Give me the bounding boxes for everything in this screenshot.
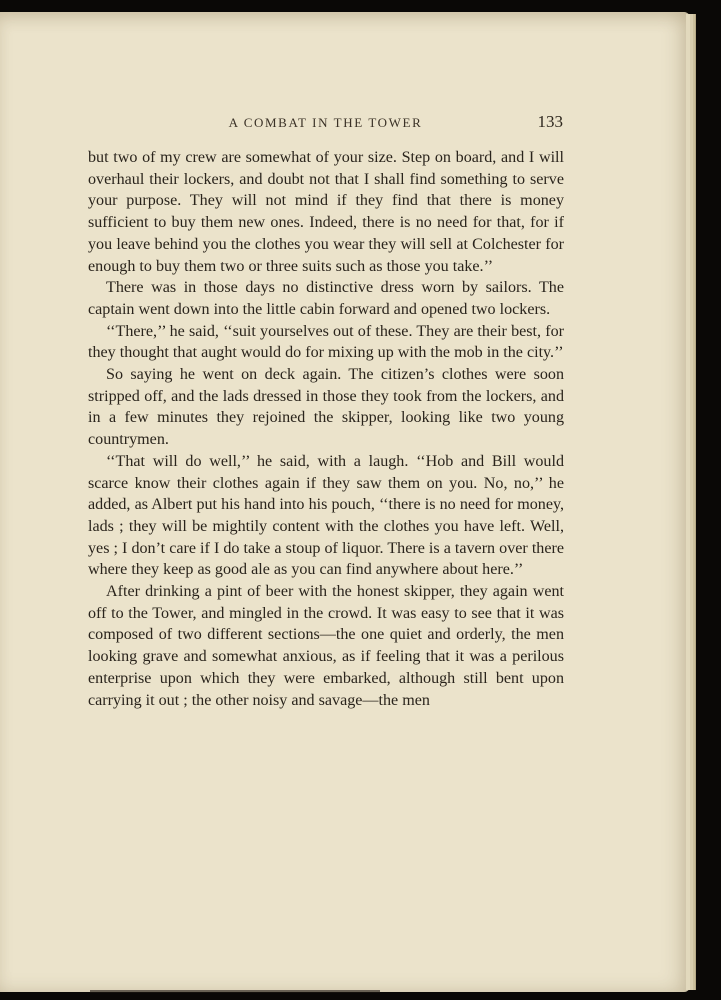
paragraph: There was in those days no distinctive dress worn by sailors. The captain went down into the little cabin forward and opened two lockers. xyxy=(88,279,564,318)
paragraph: ‘‘There,’’ he said, ‘‘suit yourselves out of these. They are their best, for they thought that aught would do for mixing up with the mob in the city.’’ xyxy=(88,322,564,362)
page-edge xyxy=(693,14,696,990)
running-title: A COMBAT IN THE TOWER xyxy=(228,115,423,130)
page-header xyxy=(88,112,563,136)
paragraph: but two of my crew are somewhat of your size. Step on board, and I will overhaul their lockers, and doubt not that I shall find something to serve your purpose. They will not mind if they find that there is money sufficient to buy them new ones. Indeed, there is no need for that, for if you leave behind you the clothes you wear they will sell at Colchester for enough to buy them two or three suits such as those you take.’’ xyxy=(88,149,564,275)
page-number: 133 xyxy=(537,112,563,131)
paragraph: So saying he went on deck again. The citizen’s clothes were soon stripped off, and the lads dressed in those they took from the lockers, and in a few minutes they rejoined the skipper, looking like two young countrymen. xyxy=(88,366,564,449)
body-text xyxy=(88,147,564,711)
paragraph: After drinking a pint of beer with the honest skipper, they again went off to the Tower, and mingled in the crowd. It was easy to see that it was composed of two different sections—the one quiet and orderly, the men looking grave and somewhat anxious, as if feeling that it was a perilous enterprise upon which they were embarked, although still bent upon carrying it out ; the other noisy and savage—the men xyxy=(88,583,564,709)
scan-artifact xyxy=(90,990,380,993)
paragraph: ‘‘That will do well,’’ he said, with a laugh. ‘‘Hob and Bill would scarce know their clothes again if they saw them on you. No, no,’’ he added, as Albert put his hand into his pouch, ‘‘there is no need for money, lads ; they will be mightily content with the clothes you have left. Well, yes ; I don’t care if I do take a stoup of liquor. There is a tavern over there where they keep as good ale as you can find anywhere about here.’’ xyxy=(88,452,564,579)
scan-background xyxy=(0,0,721,12)
